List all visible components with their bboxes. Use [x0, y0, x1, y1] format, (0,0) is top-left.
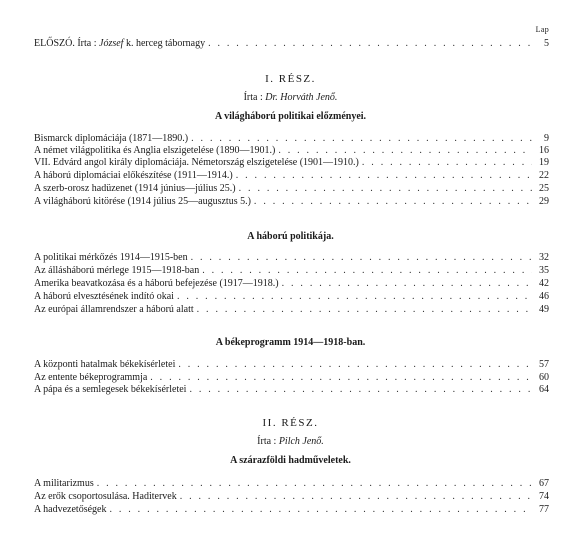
dot-leader [150, 372, 532, 384]
toc-entry: Az entente békeprogrammja . . . 60 [34, 372, 549, 384]
dot-leader [197, 304, 532, 316]
part-author: Írta : Pilch Jenő. [257, 436, 324, 447]
toc-entry: A háború elvesztésének indító okai . . . 46 [34, 291, 549, 303]
dot-leader [109, 504, 532, 516]
dot-leader [97, 478, 532, 490]
dot-leader [236, 170, 532, 182]
part-author: Írta : Dr. Horváth Jenő. [243, 92, 338, 103]
toc-entry: A militarizmus . . . 67 [34, 478, 549, 490]
dot-leader [278, 145, 532, 157]
section-title: A világháború politikai előzményei. [214, 111, 367, 122]
dot-leader [191, 133, 532, 145]
toc-entry: A központi hatalmak békekísérletei . . . 57 [34, 359, 549, 371]
dot-leader [254, 196, 532, 208]
section-title: A békeprogramm 1914—1918-ban. [215, 337, 366, 348]
dot-leader [208, 38, 532, 50]
toc-entry-page: 5 [544, 38, 549, 49]
dot-leader [177, 291, 532, 303]
toc-entry: A pápa és a semlegesek békekísérletei . . . 64 [34, 384, 549, 396]
dot-leader [362, 157, 532, 169]
dot-leader [180, 491, 532, 503]
dot-leader [239, 183, 532, 195]
toc-entry: A szerb-orosz hadüzenet (1914 június—július 25.) . . . 25 [34, 183, 549, 195]
toc-entry: Az állásháború mérlege 1915—1918-ban . . . 35 [34, 265, 549, 277]
toc-entry-title: ELŐSZÓ. Írta : József k. herceg tábornagy [34, 38, 206, 49]
dot-leader [202, 265, 532, 277]
toc-entry: VII. Edvárd angol király diplomáciája. Németország elszigetelése (1901—1910.) . . . 19 [34, 157, 549, 169]
toc-entry: Amerika beavatkozása és a háború befejezése (1917—1918.) . . . 42 [34, 278, 549, 290]
toc-entry: Az európai államrendszer a háború alatt . . . 49 [34, 304, 549, 316]
part-heading: I. RÉSZ. [265, 73, 316, 85]
dot-leader [282, 278, 532, 290]
toc-entry-preface [34, 38, 549, 50]
section-title: A szárazföldi hadműveletek. [230, 455, 351, 466]
page-column-label: Lap [535, 25, 549, 34]
section-title: A háború politikája. [247, 231, 334, 242]
toc-entry: A háború diplomáciai előkészítése (1911—1914.) . . . 22 [34, 170, 549, 182]
toc-entry: Bismarck diplomáciája (1871—1890.) . . . 9 [34, 133, 549, 145]
part-heading: II. RÉSZ. [262, 417, 319, 429]
dot-leader [189, 384, 532, 396]
toc-entry: A német világpolitika és Anglia elszigetelése (1890—1901.) . . . 16 [34, 145, 549, 157]
toc-entry: A politikai mérkőzés 1914—1915-ben . . . 32 [34, 252, 549, 264]
toc-entry: A hadvezetőségek . . . 77 [34, 504, 549, 516]
toc-entry: Az erők csoportosulása. Haditervek . . . 74 [34, 491, 549, 503]
dot-leader [191, 252, 532, 264]
toc-entry: A világháború kitörése (1914 július 25—augusztus 5.) . . . 29 [34, 196, 549, 208]
dot-leader [178, 359, 532, 371]
